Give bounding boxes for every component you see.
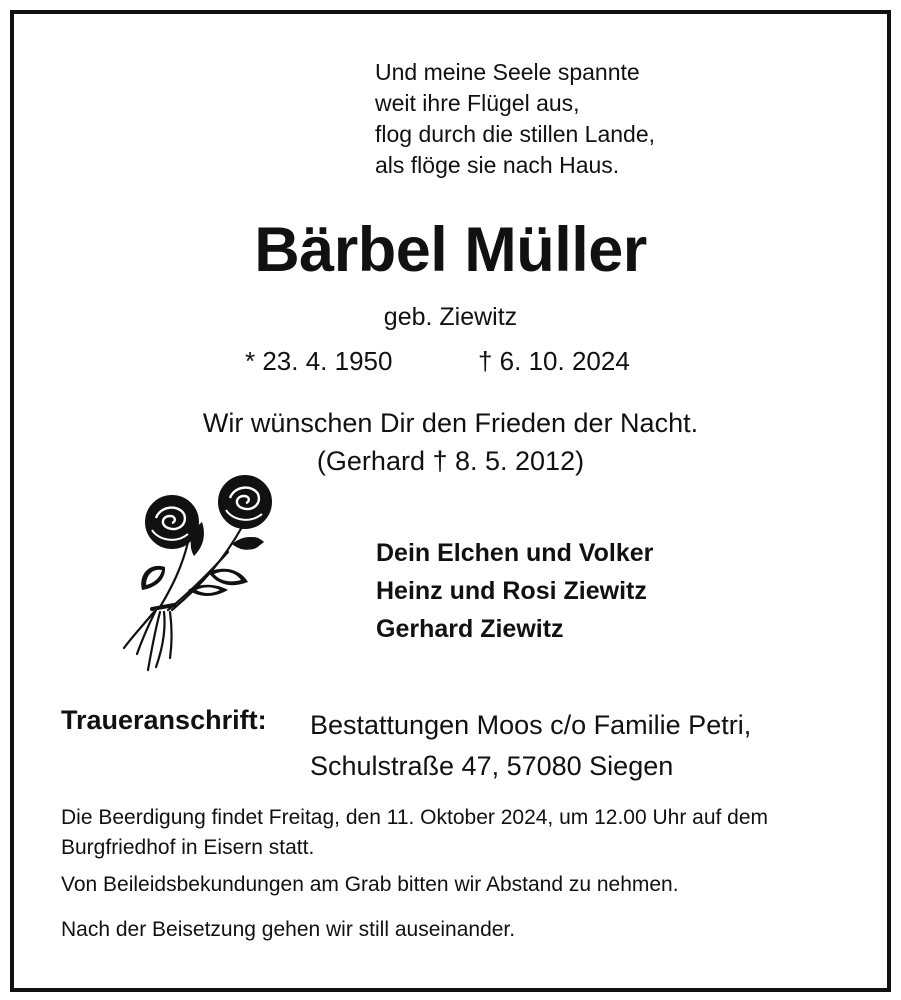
wish-line: (Gerhard † 8. 5. 2012): [316, 446, 585, 476]
poem-line: Und meine Seele spannte: [375, 59, 640, 85]
poem-line: als flöge sie nach Haus.: [375, 152, 620, 178]
birth-date: * 23. 4. 1950: [245, 346, 393, 376]
roses-bouquet-icon: [110, 472, 290, 682]
maiden-name: geb. Ziewitz: [383, 303, 518, 331]
address-line: Schulstraße 47, 57080 Siegen: [310, 751, 674, 781]
poem-line: weit ihre Flügel aus,: [375, 90, 580, 116]
wish-line: Wir wünschen Dir den Frieden der Nacht.: [202, 408, 699, 438]
condolences-notice: Von Beileidsbekundungen am Grab bitten wir Abstand zu nehmen.: [61, 873, 679, 896]
after-burial-notice: Nach der Beisetzung gehen wir still auseinander.: [61, 918, 516, 941]
deceased-name: Bärbel Müller: [254, 215, 647, 285]
mourner-name: Gerhard Ziewitz: [376, 615, 564, 643]
address-label: Traueranschrift:: [61, 705, 267, 735]
death-date: † 6. 10. 2024: [478, 346, 630, 376]
farewell-wish: [0, 404, 901, 480]
poem-line: flog durch die stillen Lande,: [375, 121, 656, 147]
poem: [375, 57, 655, 181]
funeral-text: Die Beerdigung findet Freitag, den 11. Oktober 2024, um 12.00 Uhr auf dem Burgfriedhof in Eisern statt.: [61, 806, 769, 859]
address-line: Bestattungen Moos c/o Familie Petri,: [310, 710, 752, 740]
mourning-address: [310, 705, 751, 787]
mourner-name: Dein Elchen und Volker: [376, 539, 654, 567]
mourners-list: [376, 534, 653, 648]
mourner-name: Heinz und Rosi Ziewitz: [376, 577, 647, 605]
funeral-notice: [61, 803, 851, 863]
